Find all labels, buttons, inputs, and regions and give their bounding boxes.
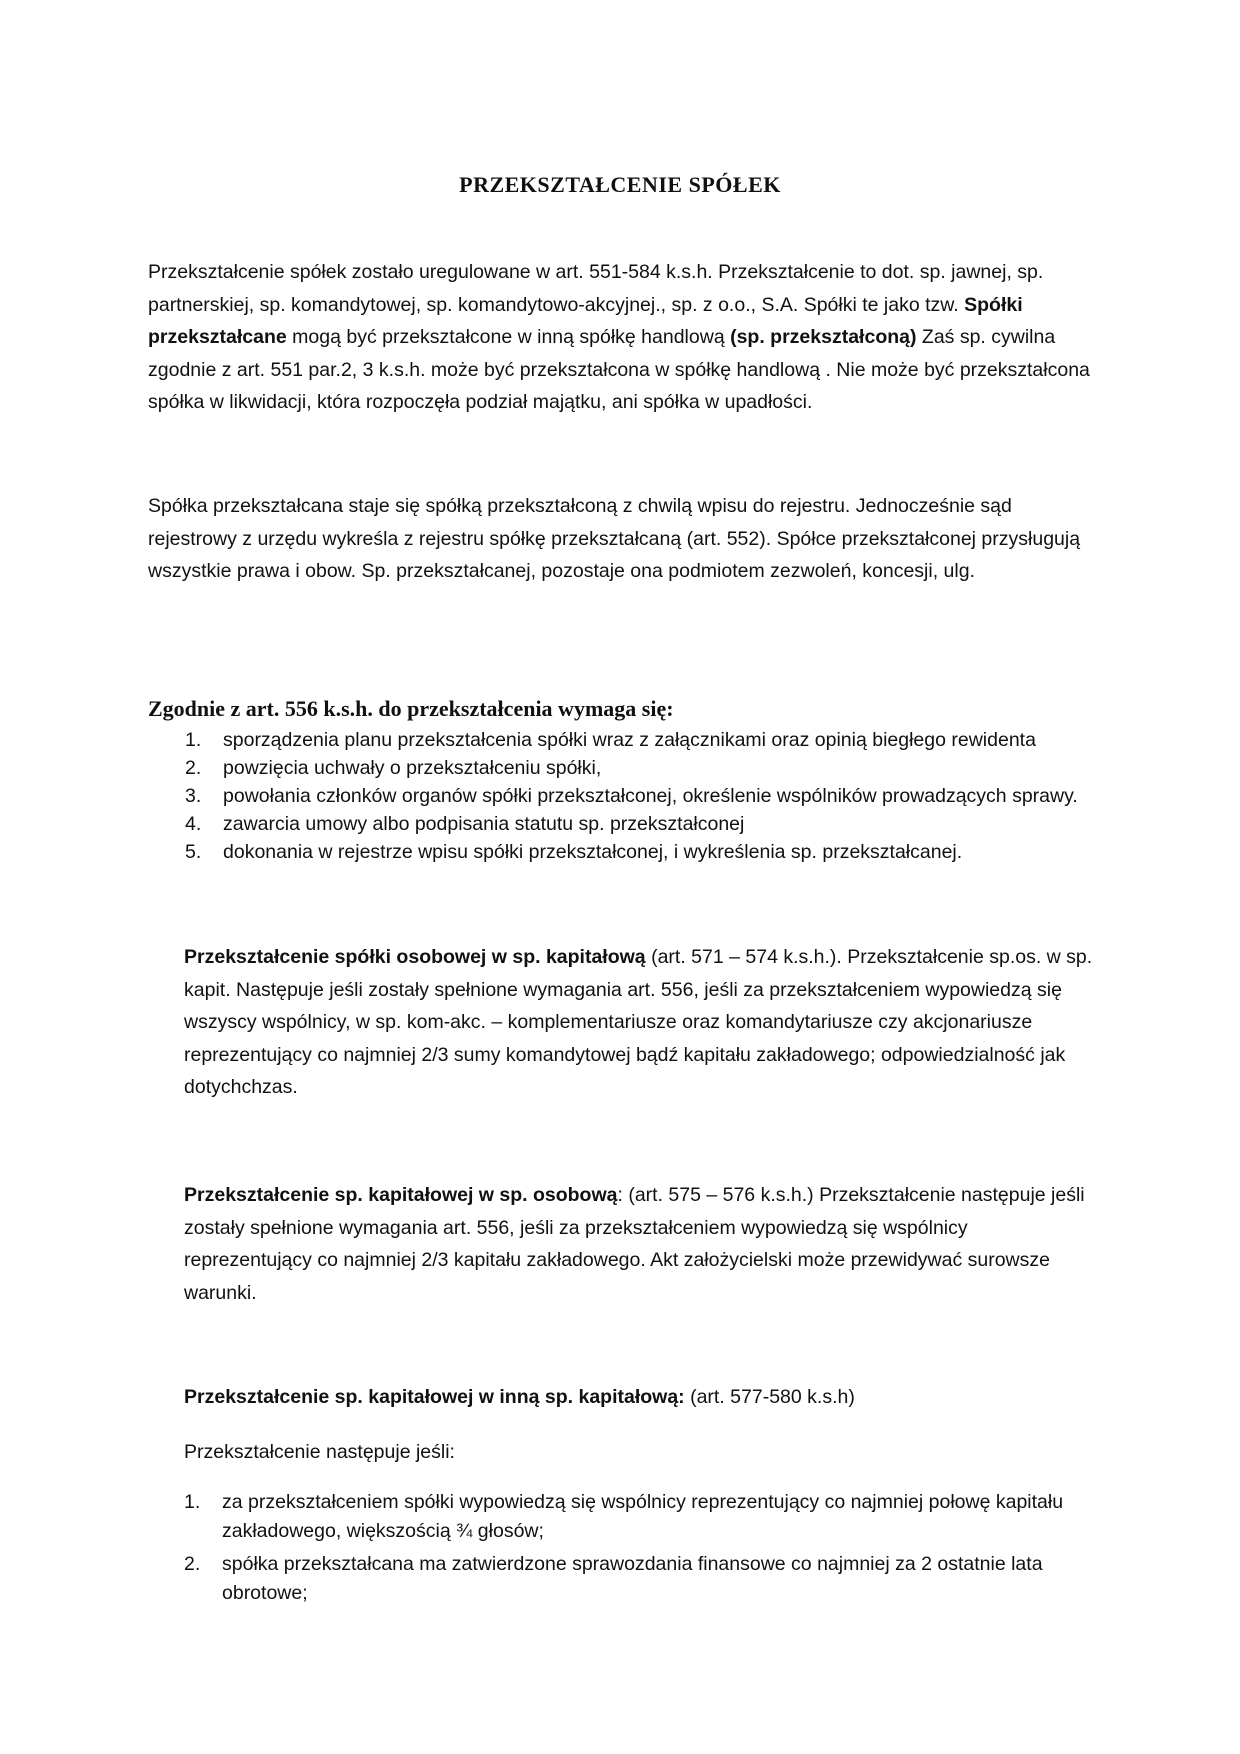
osobowa-to-kapitalowa-paragraph: Przekształcenie spółki osobowej w sp. kapitałową (art. 571 – 574 k.s.h.). Przekształcenie sp.os. w sp. kapit. Następuje jeśli zostały spełnione wymagania art. 556, jeśli za przekształceniem wypowiedzą się wszyscy wspólnicy, w sp. kom-akc. – komplementariusze oraz komandytariusze czy akcjonariusze reprezentujący co najmniej 2/3 sumy komandytowej bądź kapitału zakładowego; odpowiedzialność jak dotychchzas. [184, 946, 1093, 1098]
list-item: 1. za przekształceniem spółki wypowiedzą się wspólnicy reprezentujący co najmniej połowę kapitału zakładowego, większością ¾ głosów; [184, 1491, 1064, 1542]
list-item: 3. powołania członków organów spółki przekształconej, określenie wspólników prowadzących sprawy. [185, 785, 1078, 807]
list-item: 1. sporządzenia planu przekształcenia spółki wraz z załącznikami oraz opinią biegłego rewidenta [185, 729, 1036, 751]
intro-paragraph: Przekształcenie spółek zostało uregulowane w art. 551-584 k.s.h. Przekształcenie to dot. sp. jawnej, sp. partnerskiej, sp. komandytowej, sp. komandytowo-akcyjnej., sp. z o.o., S.A. Spółki te jako tzw. Spółki przekształcane mogą być przekształcone w inną spółkę handlową (sp. przekształconą) Zaś sp. cywilna zgodnie z art. 551 par.2, 3 k.s.h. może być przekształcona w spółkę handlową . Nie może być przekształcona spółka w likwidacji, która rozpoczęła podział majątku, ani spółka w upadłości. [148, 261, 1090, 413]
document-title: PRZEKSZTAŁCENIE SPÓŁEK [459, 172, 781, 197]
bold-term-sp-przeksztalcona: (sp. przekształconą) [730, 326, 917, 348]
list-item: 5. dokonania w rejestrze wpisu spółki przekształconej, i wykreślenia sp. przekształcanej. [185, 841, 963, 863]
kapitalowa-to-osobowa-heading: Przekształcenie sp. kapitałowej w sp. osobową [184, 1184, 618, 1206]
list-item: 2. spółka przekształcana ma zatwierdzone sprawozdania finansowe co najmniej za 2 ostatnie lata obrotowe; [184, 1553, 1043, 1604]
registration-paragraph: Spółka przekształcana staje się spółką przekształconą z chwilą wpisu do rejestru. Jednocześnie sąd rejestrowy z urzędu wykreśla z rejestru spółkę przekształcaną (art. 552). Spółce przekształconej przysługują wszystkie prawa i obow. Sp. przekształcanej, pozostaje ona podmiotem zezwoleń, koncesji, ulg. [148, 495, 1081, 582]
osobowa-to-kapitalowa-heading: Przekształcenie spółki osobowej w sp. kapitałową [184, 946, 646, 968]
kapitalowa-to-kapitalowa-heading: Przekształcenie sp. kapitałowej w inną sp. kapitałową: [184, 1386, 685, 1408]
list-item: 2. powzięcia uchwały o przekształceniu spółki, [185, 757, 602, 779]
art556-requirements-list [148, 726, 1208, 866]
kapitalowa-to-kapitalowa-heading-line: Przekształcenie sp. kapitałowej w inną sp. kapitałową: (art. 577-580 k.s.h) [184, 1386, 855, 1408]
kapitalowa-conditions-list [184, 1488, 1084, 1612]
art556-heading: Zgodnie z art. 556 k.s.h. do przekształcenia wymaga się: [148, 696, 674, 721]
kapitalowa-to-osobowa-paragraph: Przekształcenie sp. kapitałowej w sp. osobową: (art. 575 – 576 k.s.h.) Przekształcenie następuje jeśli zostały spełnione wymagania art. 556, jeśli za przekształceniem wypowiedzą się wspólnicy reprezentujący co najmniej 2/3 kapitału zakładowego. Akt założycielski może przewidywać surowsze warunki. [184, 1184, 1085, 1304]
list-item: 4. zawarcia umowy albo podpisania statutu sp. przekształconej [185, 813, 745, 835]
bold-term-spolki-przeksztalcane: Spółki przekształcane [148, 293, 1023, 348]
kapitalowa-to-kapitalowa-lead: Przekształcenie następuje jeśli: [184, 1441, 455, 1463]
